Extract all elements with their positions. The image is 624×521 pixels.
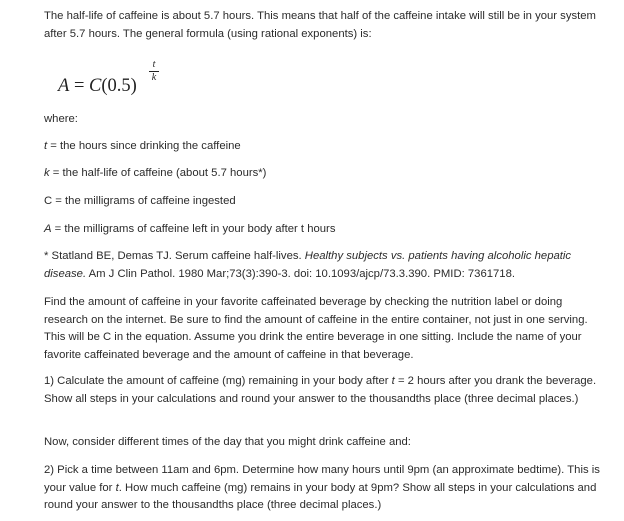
citation-journal: Am J Clin Pathol. 1980 Mar;73(3):390-3. doi: 10.1093/ajcp/73.3.390. PMID: 7361718. bbox=[86, 267, 515, 280]
citation-subtitle: Healthy subjects vs. patients having alcoholic hepatic disease. bbox=[44, 250, 572, 280]
q1-var: t bbox=[391, 375, 395, 387]
citation-authors: * Statland BE, Demas TJ. Serum caffeine half-lives. bbox=[44, 250, 305, 262]
definition-c bbox=[44, 193, 600, 211]
formula-base-value: (0.5) bbox=[101, 76, 137, 96]
citation bbox=[44, 248, 600, 283]
question-2 bbox=[44, 462, 600, 515]
q2-text-start: 2) Pick a time between 11am and 6pm. Determine how many hours until 9pm (an approximate bedtime). This is your value for bbox=[44, 464, 600, 494]
formula-equals: = bbox=[69, 76, 89, 96]
definition-var: k bbox=[44, 167, 50, 179]
definition-text: = the hours since drinking the caffeine bbox=[47, 140, 241, 152]
intro-paragraph: The half-life of caffeine is about 5.7 hours. This means that half of the caffeine intake will still be in your system after 5.7 hours. The general formula (using rational exponents) is: bbox=[44, 10, 596, 40]
question-1 bbox=[44, 373, 600, 408]
formula-base bbox=[58, 76, 137, 97]
definition-var: C bbox=[44, 195, 53, 207]
definition-text: = the milligrams of caffeine left in your body after t hours bbox=[51, 223, 336, 235]
exponent-denominator: k bbox=[151, 72, 157, 83]
definition-text: = the half-life of caffeine (about 5.7 hours*) bbox=[49, 167, 267, 179]
where-label: where: bbox=[44, 113, 78, 125]
formula-coefficient: C bbox=[89, 76, 102, 96]
consider-paragraph: Now, consider different times of the day that you might drink caffeine and: bbox=[44, 436, 411, 448]
q2-text-end: . How much caffeine (mg) remains in your body at 9pm? Show all steps in your calculations and round your answer to the thousandths place (three decimal places.) bbox=[44, 481, 597, 511]
definition-t bbox=[44, 138, 600, 156]
definition-text: = the milligrams of caffeine ingested bbox=[52, 195, 236, 207]
q1-text-end: = 2 hours after you drank the beverage. Show all steps in your calculations and round your answer to the thousandths place (three decimal places.) bbox=[44, 375, 597, 405]
formula-lhs: A bbox=[58, 76, 70, 96]
q1-text-start: 1) Calculate the amount of caffeine (mg) remaining in your body after bbox=[44, 375, 392, 387]
formula-exponent bbox=[149, 60, 159, 83]
exponent-numerator: t bbox=[152, 59, 156, 70]
instructions-paragraph: Find the amount of caffeine in your favorite caffeinated beverage by checking the nutrition label or doing research on the internet. Be sure to find the amount of caffeine in the entire container, not just in one serving. This will be C in the equation. Assume you drink the entire beverage in one sitting. Include the name of your favorite caffeinated beverage and the amount of caffeine in that beverage. bbox=[44, 296, 588, 361]
definition-var: t bbox=[44, 140, 48, 152]
definition-a bbox=[44, 221, 600, 239]
definition-k bbox=[44, 165, 600, 183]
definition-var: A bbox=[44, 223, 52, 235]
q2-var: t bbox=[115, 481, 119, 494]
